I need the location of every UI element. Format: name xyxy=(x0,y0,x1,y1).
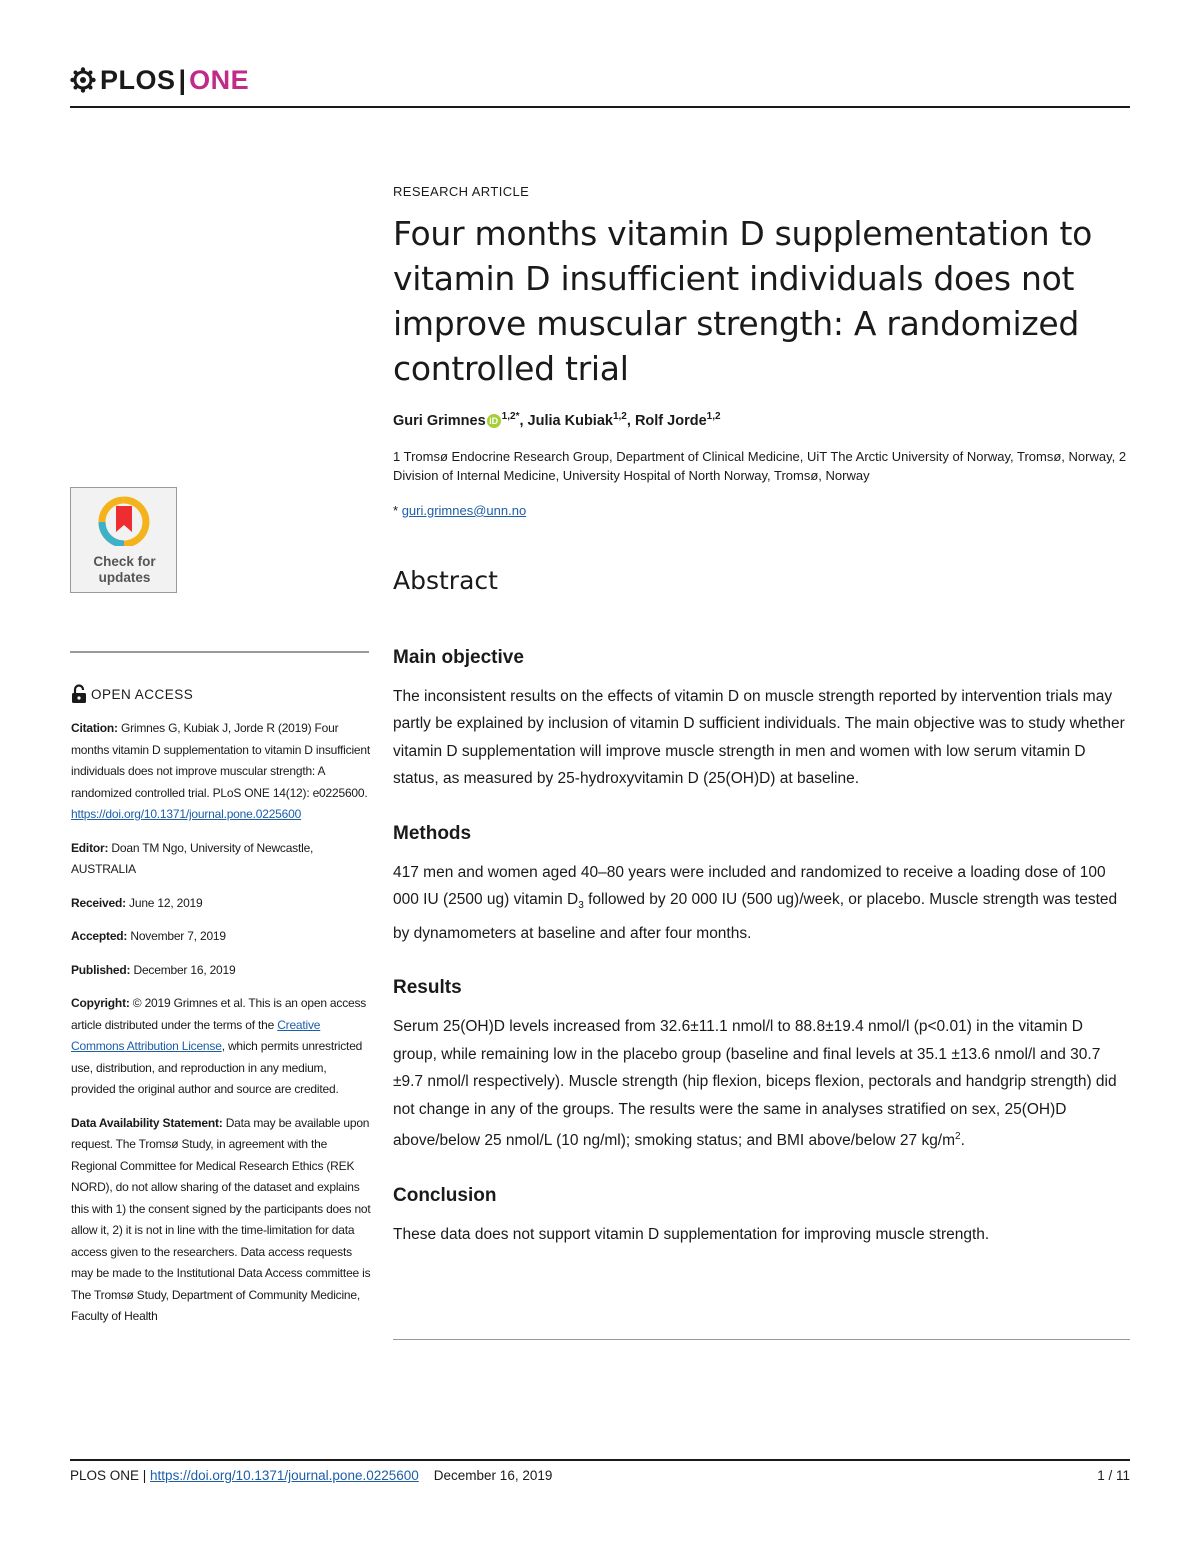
received-label: Received: xyxy=(71,895,126,910)
corresponding-marker: * xyxy=(393,502,399,518)
crossmark-icon xyxy=(94,496,154,546)
published-date xyxy=(71,960,371,982)
author-name[interactable]: Rolf Jorde xyxy=(634,412,707,429)
crossmark-label-line1: Check for xyxy=(93,554,156,569)
article-type: RESEARCH ARTICLE xyxy=(393,184,530,199)
methods-text-b: followed by 20 000 IU (500 ug)/week, or placebo. Muscle strength was tested by dynamometers at baseline and after four months. xyxy=(393,891,1118,942)
footer-doi-link[interactable]: https://doi.org/10.1371/journal.pone.0225600 xyxy=(150,1468,419,1483)
check-for-updates-badge[interactable] xyxy=(70,487,177,593)
author-list: Guri Grimnes iD $^{1,2*}$, Julia Kubiak$^{1,2}$, Rolf Jorde$^{1,2}$ xyxy=(393,411,721,429)
author-name[interactable]: Guri Grimnes xyxy=(393,412,486,429)
open-access-label xyxy=(71,684,371,704)
editor xyxy=(71,838,371,881)
editor-text: Doan TM Ngo, University of Newcastle, AUSTRALIA xyxy=(71,840,314,876)
open-lock-icon xyxy=(71,684,87,704)
footer-divider xyxy=(70,1459,1130,1461)
methods-text xyxy=(393,859,1131,948)
published-label: Published: xyxy=(71,962,131,977)
copyright-text-a: © 2019 Grimnes et al. This is an open access article distributed under the terms of the xyxy=(71,996,367,1032)
sidebar-divider xyxy=(70,651,369,653)
received-text: June 12, 2019 xyxy=(125,895,203,910)
accepted-date xyxy=(71,926,371,948)
methods-text-a: 417 men and women aged 40–80 years were included and randomized to receive a loading dose of 100 000 IU (2500 ug) vitamin D xyxy=(393,863,1106,909)
open-access-text: OPEN ACCESS xyxy=(91,686,194,702)
received-date xyxy=(71,893,371,915)
copyright-text-b: , which permits unrestricted use, distribution, and reproduction in any medium, provided the original author and source are credited. xyxy=(71,1039,363,1096)
footer-date: December 16, 2019 xyxy=(433,1468,553,1483)
citation-doi-link[interactable]: https://doi.org/10.1371/journal.pone.0225600 xyxy=(71,807,302,821)
journal-header xyxy=(70,62,249,98)
data-availability xyxy=(71,1113,371,1328)
accepted-label: Accepted: xyxy=(71,929,128,943)
crossmark-label-line2: updates xyxy=(98,570,151,585)
data-availability-label: Data Availability Statement: xyxy=(71,1115,223,1130)
copyright-label: Copyright: xyxy=(71,996,130,1010)
plos-logo-icon xyxy=(70,67,96,93)
sidebar-metadata xyxy=(71,684,371,1340)
results-superscript: 2 xyxy=(955,1131,961,1143)
affiliations: 1 Tromsø Endocrine Research Group, Department of Clinical Medicine, UiT The Arctic University of Norway, Tromsø, Norway, 2 Division of Internal Medicine, University Hospital of North Norway, Tromsø, Norway xyxy=(393,448,1127,483)
methods-heading: Methods xyxy=(393,822,472,844)
abstract-heading: Abstract xyxy=(393,565,498,595)
published-text: December 16, 2019 xyxy=(130,962,236,977)
editor-label: Editor: xyxy=(71,840,109,855)
header-divider xyxy=(70,106,1130,108)
author-affil-sup: 1,2 xyxy=(501,411,516,422)
results-heading: Results xyxy=(393,977,462,999)
methods-subscript: 3 xyxy=(578,900,584,912)
results-text-b: . xyxy=(960,1132,965,1150)
page-number: 1 / 11 xyxy=(1097,1468,1130,1483)
article-main xyxy=(393,184,1131,1279)
data-availability-text: Data may be available upon request. The Tromsø Study, in agreement with the Regional Committee for Medical Research Ethics (REK NORD), do not allow sharing of the dataset and explains this with 1) the consent signed by the participants does not allow it, 2) it is not in line with the time-limitation for data access given to the researchers. Data access requests may be made to the Institutional Data Access committee is The Tromsø Study, Department of Community Medicine, Faculty of Health xyxy=(71,1115,371,1323)
article-title: Four months vitamin D supplementation to vitamin D insufficient individuals does not improve muscular strength: A randomized controlled trial xyxy=(393,214,1093,388)
license-link[interactable]: Creative Commons Attribution License xyxy=(71,1017,321,1053)
journal-name-separator: | xyxy=(178,64,187,95)
orcid-icon[interactable]: iD xyxy=(487,414,501,428)
author-name[interactable]: Julia Kubiak xyxy=(527,412,613,429)
conclusion-heading: Conclusion xyxy=(393,1185,497,1207)
footer-journal: PLOS ONE | xyxy=(70,1468,147,1483)
accepted-text: November 7, 2019 xyxy=(127,929,226,943)
citation-label: Citation: xyxy=(71,721,118,735)
abstract-end-divider xyxy=(393,1339,1130,1340)
main-objective-text: The inconsistent results on the effects of vitamin D on muscle strength reported by intervention trials may partly be explained by inclusion of vitamin D sufficient individuals. The main objective was to study whether vitamin D supplementation will improve muscle strength in men and women with low serum vitamin D status, as measured by 25-hydroxyvitamin D (25(OH)D) at baseline. xyxy=(393,687,1125,788)
copyright xyxy=(71,993,371,1101)
results-text xyxy=(393,1013,1131,1155)
citation-text: Grimnes G, Kubiak J, Jorde R (2019) Four months vitamin D supplementation to vitamin D insufficient individuals does not improve muscular strength: A randomized controlled trial. PLoS ONE 14(12): e0225600. xyxy=(71,721,370,800)
footer-citation xyxy=(70,1468,552,1483)
corresponding-marker: * xyxy=(515,411,520,422)
author-affil-sup: 1,2 xyxy=(706,411,721,422)
results-text-a: Serum 25(OH)D levels increased from 32.6±11.1 nmol/l to 88.8±19.4 nmol/l (p<0.01) in the vitamin D group, while remaining low in the placebo group (baseline and final levels at 35.1 ±13.6 nmol/l and 30.7 ±9.7 nmol/l respectively). Muscle strength (hip flexion, biceps flexion, pectorals and handgrip strength) did not change in any of the groups. The results were the same in analyses stratified on sex, 25(OH)D above/below 25 nmol/L (10 ng/ml); smoking status; and BMI above/below 27 kg/m xyxy=(393,1018,1117,1150)
corresponding-author xyxy=(393,503,1131,518)
conclusion-text: These data does not support vitamin D supplementation for improving muscle strength. xyxy=(393,1226,990,1244)
journal-name-one: ONE xyxy=(189,64,250,95)
author-affil-sup: 1,2 xyxy=(612,411,627,422)
main-objective-heading: Main objective xyxy=(393,646,524,668)
citation xyxy=(71,718,371,826)
corresponding-email-link[interactable]: guri.grimnes@unn.no xyxy=(401,502,527,518)
journal-name-plos: PLOS xyxy=(100,64,176,95)
